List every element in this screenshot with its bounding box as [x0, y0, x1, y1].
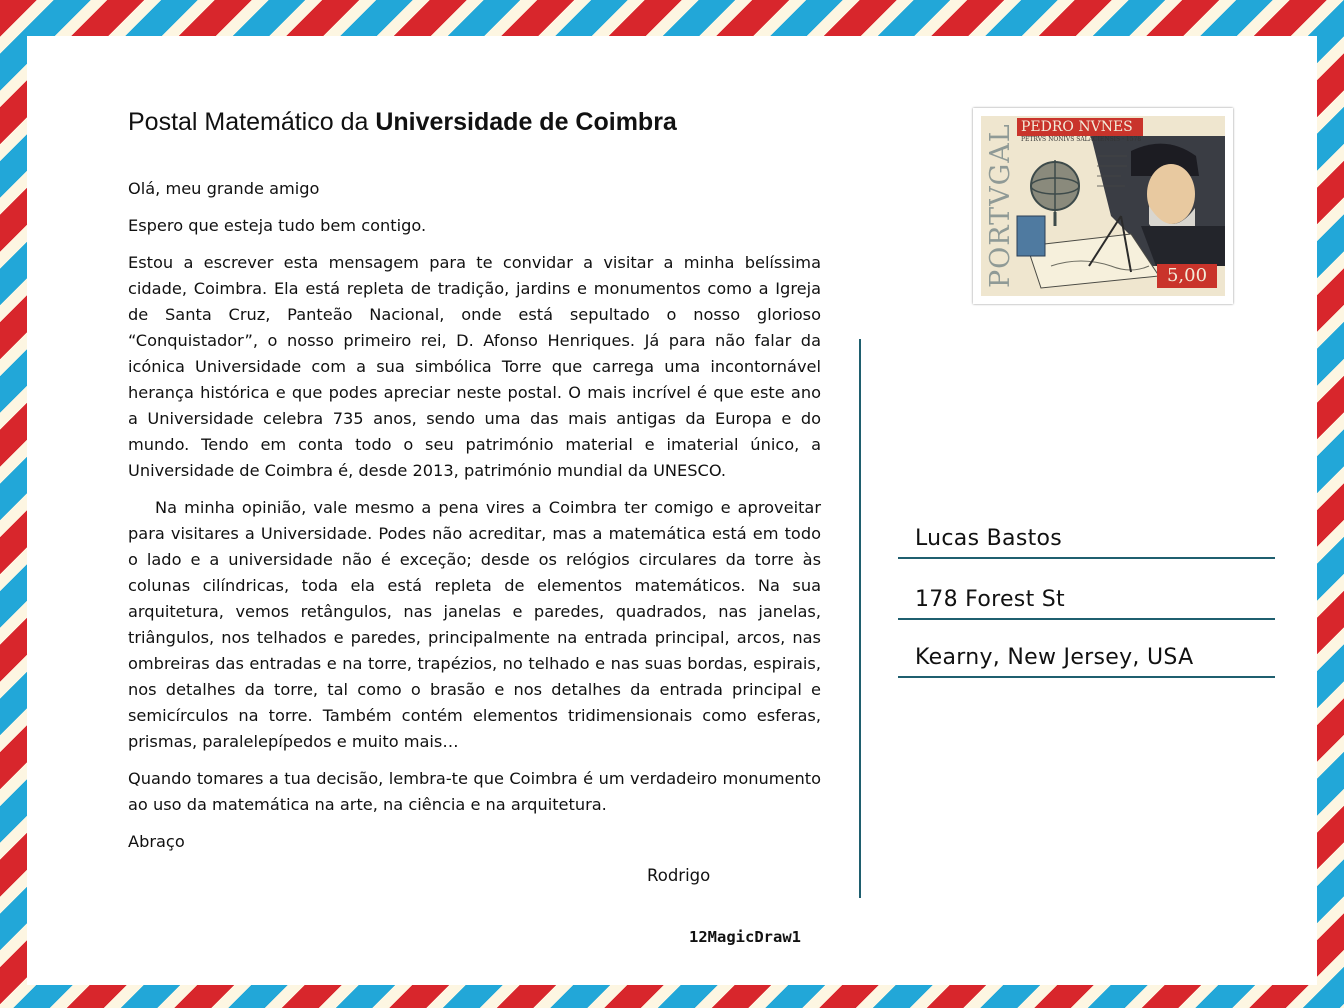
- title-bold: Universidade de Coimbra: [375, 108, 677, 136]
- address-street: 178 Forest St: [915, 587, 1065, 612]
- letter-body: [128, 176, 821, 866]
- stamp-subtitle: PETRVS NONIVS SALACIENSIS · 1578: [1021, 136, 1142, 143]
- postcard: [27, 36, 1317, 985]
- postcard-title: [128, 108, 888, 137]
- letter-line: Espero que esteja tudo bem contigo.: [128, 216, 427, 235]
- letter-paragraph-2: Na minha opinião, vale mesmo a pena vires a Coimbra ter comigo e aproveitar para visitares a Universidade. Podes não acreditar, mas a matemática está em todo o lado e a universidade não é exceção; desde os relógios circulares da torre às colunas cilíndricas, toda ela está repleta de elementos matemáticos. Na sua arquitetura, vemos retângulos, nas janelas e paredes, quadrados, nas janelas, triângulos, nos telhados e paredes, principalmente na entrada principal, arcos, nas ombreiras das entradas e na torre, trapézios, no telhado e nas suas bordas, espirais, nos detalhes da torre, tal como o brasão e nos detalhes da entrada principal e semicírculos na torre. Também contém elementos tridimensionais como esferas, prismas, paralelepípedos e muito mais…: [128, 498, 821, 751]
- address-name: Lucas Bastos: [915, 526, 1063, 551]
- letter-paragraph-3: Quando tomares a tua decisão, lembra-te que Coimbra é um verdadeiro monumento ao uso da matemática na arte, na ciência e na arquitetura.: [128, 769, 821, 814]
- stamp-image: [981, 116, 1225, 296]
- stamp-value: 5,00: [1157, 264, 1217, 288]
- address-street-line: [898, 572, 1275, 620]
- title-prefix: Postal Matemático da: [128, 108, 376, 136]
- signature: Rodrigo: [647, 866, 711, 885]
- postage-stamp: [973, 108, 1233, 304]
- address-city: Kearny, New Jersey, USA: [915, 645, 1194, 670]
- vertical-divider: [859, 339, 861, 898]
- footer-code: 12MagicDraw1: [689, 928, 801, 946]
- stamp-name: PEDRO NVNES: [1017, 118, 1143, 136]
- stamp-country: PORTVGAL: [985, 123, 1016, 288]
- letter-paragraph-1: Estou a escrever esta mensagem para te convidar a visitar a minha belíssima cidade, Coimbra. Ela está repleta de tradição, jardins e monumentos como a Igreja de Santa Cruz, Panteão Nacional, onde está sepultado o nosso glorioso “Conquistador”, o nosso primeiro rei, D. Afonso Henriques. Já para não falar da icónica Universidade com a sua simbólica Torre que carrega uma incontornável herança histórica e que podes apreciar neste postal. O mais incrível é que este ano a Universidade celebra 735 anos, sendo uma das mais antigas da Europa e do mundo. Tendo em conta todo o seu património material e imaterial único, a Universidade de Coimbra é, desde 2013, património mundial da UNESCO.: [128, 253, 821, 480]
- closing: Abraço: [128, 832, 185, 851]
- address-name-line: [898, 511, 1275, 559]
- address-city-line: [898, 630, 1275, 678]
- greeting: Olá, meu grande amigo: [128, 179, 320, 198]
